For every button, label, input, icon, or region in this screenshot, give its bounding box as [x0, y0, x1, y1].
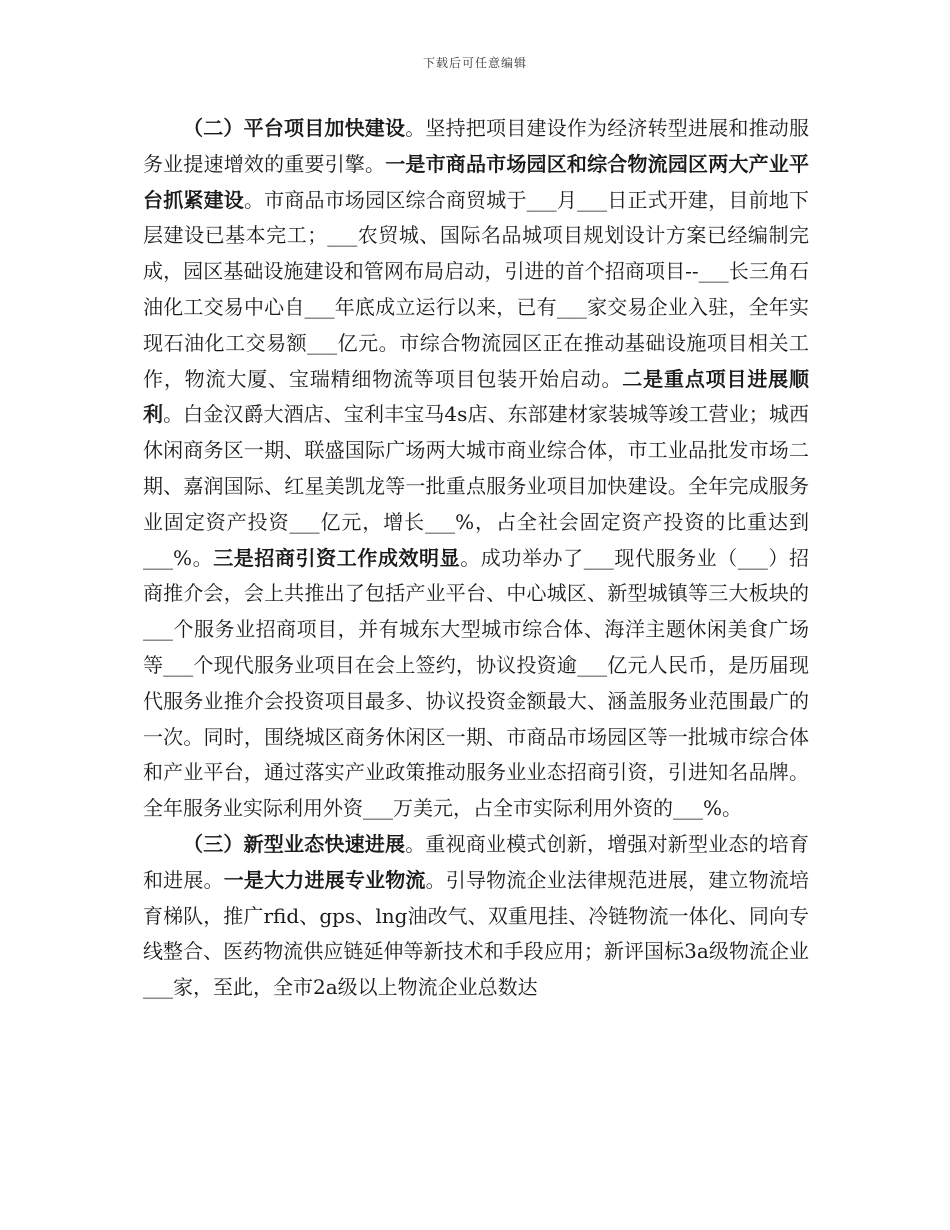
paragraph-text: 。坚持把项目建设作为经济转型进展和推动服务业提速增效的重要引擎。	[143, 116, 810, 176]
paragraph-text: 。市商品市场园区综合商贸城于___月___日正式开建，目前地下层建设已基本完工；___农贸城、国际名品城项目规划设计方案已经编制完成，园区基础设施建设和管网布局启动，引进的首个招商项目--___长三角石油化工交易中心自___年底成立运行以来，已有___家交易企业入驻，全年实现石油化工交易额___亿元。市综合物流园区正在推动基础设施项目相关工作，物流大厦、宝瑞精细物流等项目包装开始启动。	[143, 187, 810, 391]
document-body	[143, 111, 809, 1006]
paragraph-platform-projects	[143, 111, 809, 827]
point-three-investment-attraction: 三是招商引资工作成效明显	[213, 545, 461, 570]
point-one-industry-platforms: 一是市商品市场园区和综合物流园区两大产业平台抓紧建设	[143, 151, 809, 212]
point-two-key-projects: 二是重点项目进展顺利	[143, 366, 810, 427]
paragraph-new-business-forms	[143, 827, 809, 1006]
heading-new-business-forms: （三）新型业态快速进展	[183, 831, 406, 856]
paragraph-text: 。白金汉爵大酒店、宝利丰宝马4s店、东部建材家装城等竣工营业；城西休闲商务区一期、联盛国际广场两大城市商业综合体，市工业品批发市场二期、嘉润国际、红星美凯龙等一批重点服务业项目加快建设。全年完成服务业固定资产投资___亿元，增长___%，占全社会固定资产投资的比重达到___%。	[143, 402, 809, 570]
page-header: 下载后可任意编辑	[422, 56, 527, 70]
point-one-logistics: 一是大力进展专业物流	[223, 867, 426, 892]
paragraph-text: 。引导物流企业法律规范进展，建立物流培育梯队，推广rfid、gps、lng油改气、双重甩挂、冷链物流一体化、同向专线整合、医药物流供应链延伸等新技术和手段应用；新评国标3a级物流企业___家，至此，全市2a级以上物流企业总数达	[143, 867, 809, 1000]
paragraph-text: 。成功举办了___现代服务业（___）招商推介会，会上共推出了包括产业平台、中心城区、新型城镇等三大板块的___个服务业招商项目，并有城东大型城市综合体、海洋主题休闲美食广场等___个现代服务业项目在会上签约，协议投资逾___亿元人民币，是历届现代服务业推介会投资项目最多、协议投资金额最大、涵盖服务业范围最广的一次。同时，围绕城区商务休闲区一期、市商品市场园区等一批城市综合体和产业平台，通过落实产业政策推动服务业业态招商引资，引进知名品牌。全年服务业实际利用外资___万美元，占全市实际利用外资的___%。	[143, 545, 810, 821]
paragraph-text: 。重视商业模式创新，增强对新型业态的培育和进展。	[143, 831, 810, 892]
heading-platform-projects: （二）平台项目加快建设	[183, 116, 406, 140]
